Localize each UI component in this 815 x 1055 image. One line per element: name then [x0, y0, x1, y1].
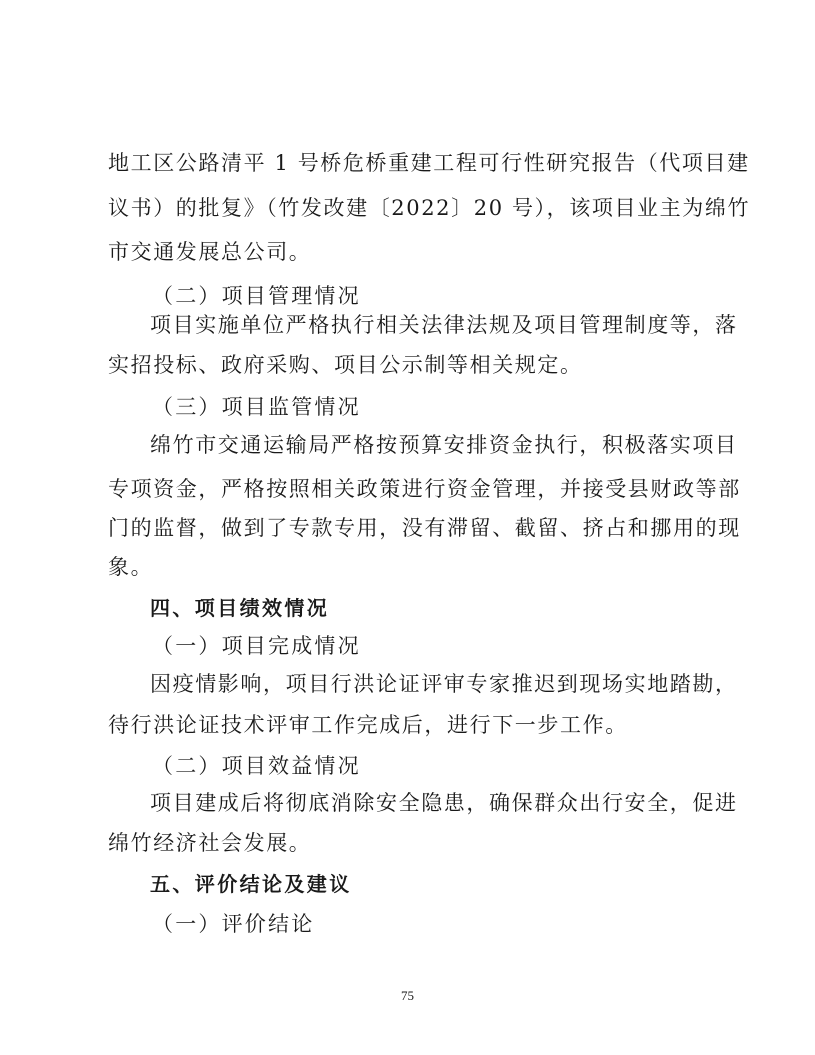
- paragraph-line: 议书）的批复》（竹发改建〔2022〕20 号），该项目业主为绵竹: [108, 196, 751, 220]
- paragraph-line: 专项资金，严格按照相关政策进行资金管理，并接受县财政等部: [108, 477, 741, 501]
- paragraph-line: 地工区公路清平 1 号桥危桥重建工程可行性研究报告（代项目建: [108, 151, 750, 175]
- subsection-heading: （二）项目管理情况: [152, 284, 361, 308]
- paragraph-line: 绵竹市交通运输局严格按预算安排资金执行，积极落实项目: [150, 433, 738, 457]
- page-number: 75: [401, 988, 414, 1003]
- subsection-heading: （一）评价结论: [152, 912, 315, 936]
- paragraph-line: 待行洪论证技术评审工作完成后，进行下一步工作。: [108, 713, 628, 737]
- paragraph-line: 象。: [108, 555, 154, 579]
- paragraph-line: 项目建成后将彻底消除安全隐患，确保群众出行安全，促进: [150, 791, 738, 815]
- paragraph-line: 实招投标、政府采购、项目公示制等相关规定。: [108, 353, 583, 377]
- section-heading: 五、评价结论及建议: [150, 872, 352, 896]
- section-heading: 四、项目绩效情况: [150, 596, 330, 620]
- paragraph-line: 市交通发展总公司。: [108, 240, 312, 264]
- subsection-heading: （一）项目完成情况: [152, 634, 361, 658]
- subsection-heading: （二）项目效益情况: [152, 754, 361, 778]
- paragraph-line: 门的监督，做到了专款专用，没有滞留、截留、挤占和挪用的现: [108, 516, 741, 540]
- paragraph-line: 绵竹经济社会发展。: [108, 831, 312, 855]
- paragraph-line: 项目实施单位严格执行相关法律法规及项目管理制度等，落: [150, 313, 738, 337]
- subsection-heading: （三）项目监管情况: [152, 395, 361, 419]
- paragraph-line: 因疫情影响，项目行洪论证评审专家推迟到现场实地踏勘，: [150, 672, 738, 696]
